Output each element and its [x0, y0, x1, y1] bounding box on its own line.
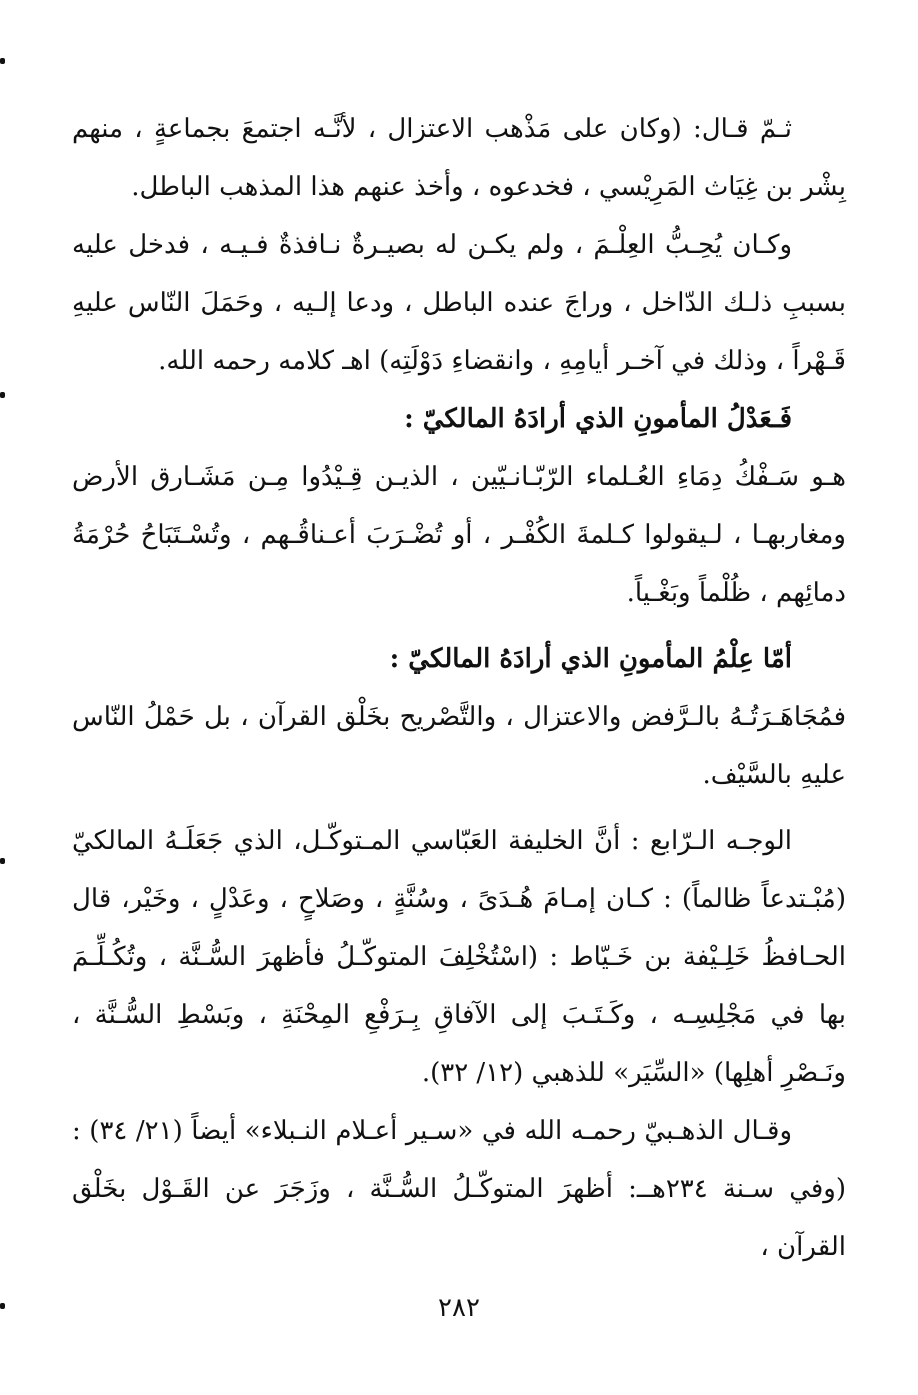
- scan-edge-mark: [0, 392, 5, 398]
- paragraph-dhahabi-quote: وقـال الذهـبيّ رحمـه الله في «سـير أعـلام النـبلاء» أيضاً (٢١/ ٣٤) : (وفي سـنة ٢٣٤هــ: أظهرَ المتوكّـلُ السُّـنَّة ، وزَجَرَ عن القَـوْل بخَلْق القرآن ،: [72, 1116, 847, 1262]
- heading-mamun-knowledge: أمّا عِلْمُ المأمونِ الذي أرادَهُ المالكيّ :: [389, 644, 792, 674]
- scan-edge-mark: [0, 858, 5, 864]
- paragraph-loved-knowledge: وكـان يُحِـبُّ العِلْـمَ ، ولم يكـن له بصيـرةٌ نـافذةٌ فـيـه ، فدخل عليه بسببِ ذلـك الدّاخل ، وراجَ عنده الباطل ، ودعا إلـيه ، وحَمَلَ النّاس عليهِ قَـهْراً ، وذلك في آخـر أيامِهِ ، وانقضاءِ دَوْلَتِه) اهـ كلامه رحمه الله.: [72, 230, 846, 376]
- page-body-text: [72, 100, 846, 1276]
- scan-edge-mark: [0, 58, 5, 64]
- paragraph-rafd-itizal: فمُجَاهَـرَتُـهُ بالـرَّفض والاعتزال ، والتَّصْريح بخَلْق القرآن ، بل حَمْلُ النّاس عليهِ بالسَّيْف.: [72, 702, 846, 790]
- page-number: ٢٨٢: [438, 1293, 480, 1323]
- paragraph-quote-mutazila: ثـمّ قـال: (وكان على مَذْهب الاعتزال ، لأنَّـه اجتمعَ بجماعةٍ ، منهم بِشْر بن غِيَاث المَرِيْسي ، فخدعوه ، وأخذ عنهم هذا المذهب الباطل.: [72, 114, 846, 202]
- heading-mamun-justice: فَـعَدْلُ المأمونِ الذي أرادَهُ المالكيّ :: [404, 404, 792, 434]
- paragraph-shedding-blood: هـو سَـفْكُ دِمَاءِ العُـلماء الرّبّـانـيّين ، الذيـن قِـيْدُوا مِـن مَشَـارق الأرض ومغاربهـا ، لـيقولوا كـلمةَ الكُفْـر ، أو تُضْـرَبَ أعـناقُـهم ، وتُسْـتَبَاحُ حُرْمَةُ دمائِهم ، ظُلْماً وبَغْـياً.: [72, 462, 846, 608]
- paragraph-fourth-aspect: الوجـه الـرّابع : أنَّ الخليفة العَبّاسي المـتوكّـل، الذي جَعَلَـهُ المالكيّ (مُبْـتدعاً ظالماً) : كـان إمـامَ هُـدَىً ، وسُنَّةٍ ، وصَلاحٍ ، وعَدْلٍ ، وخَيْر، قال الحـافظُ خَلِـيْفة بن خَـيّاط : (اسْتُخْلِفَ المتوكّـلُ فأظهرَ السُّـنَّة ، وتُكُـلِّـمَ بها في مَجْلِسِـه ، وكَـتَـبَ إلى الآفاقِ بِـرَفْعِ المِحْنَةِ ، وبَسْطِ السُّـنَّة ، ونَـصْرِ أهلِها) «السِّيَر» للذهبي (١٢/ ٣٢).: [72, 826, 846, 1088]
